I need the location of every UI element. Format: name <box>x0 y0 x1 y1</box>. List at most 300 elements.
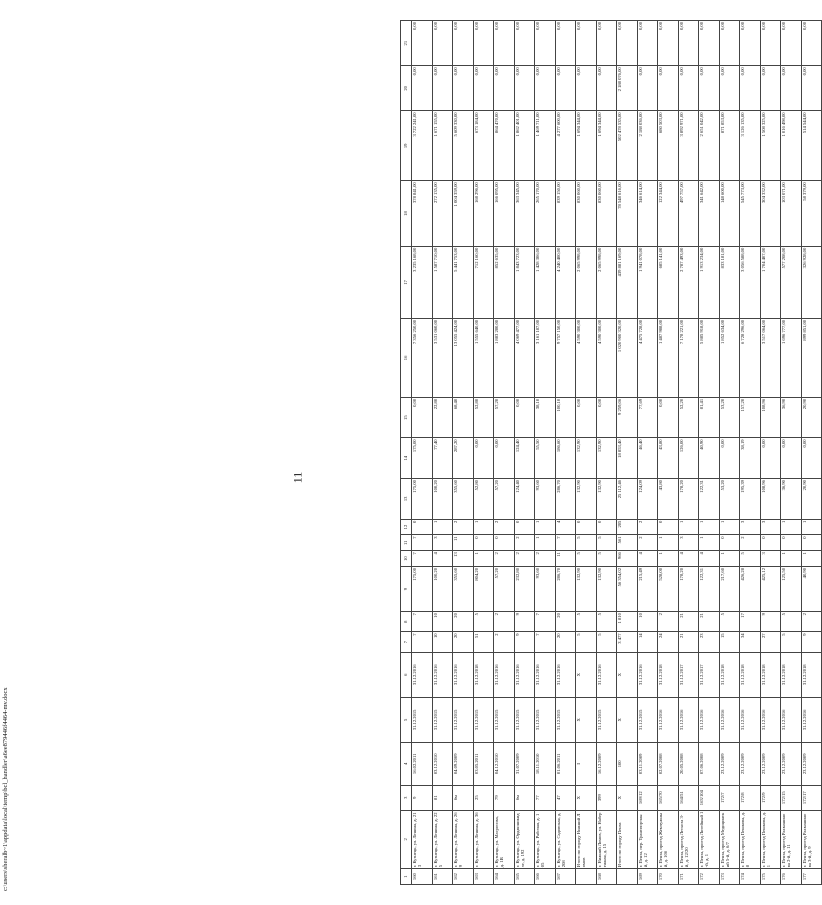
table-cell: 178,20 <box>678 479 699 520</box>
table-cell: 58 379,00 <box>801 181 822 246</box>
table-cell: 34 <box>740 632 761 652</box>
table-cell: 7 <box>555 535 576 551</box>
table-cell: 2 065 998,00 <box>596 246 617 318</box>
table-cell: 93,60 <box>535 479 556 520</box>
table-cell: 13 055 424,00 <box>453 318 474 397</box>
table-cell: 40,90 <box>801 566 822 611</box>
table-cell: 31.12.2016 <box>719 697 740 742</box>
table-cell: 1 <box>781 519 802 535</box>
table-cell: 31.12.2018 <box>658 652 679 697</box>
table-cell: 3 056 588,00 <box>740 246 761 318</box>
table-cell: 2 <box>494 612 515 632</box>
table-cell: 502 478 535,00 <box>617 111 638 181</box>
table-cell: 4 <box>699 551 720 567</box>
table-cell: 5 <box>576 551 597 567</box>
table-cell: 0,00 <box>719 66 740 111</box>
table-cell: 0 <box>596 519 617 535</box>
table-cell: 165 <box>514 869 535 885</box>
table-cell: 5 <box>781 612 802 632</box>
table-cell: 43,80 <box>658 438 679 479</box>
table-cell: г. Кузнецк, ул. Матросова, д. 1В <box>494 810 515 869</box>
table-cell: 20 <box>555 632 576 652</box>
column-header: 1 <box>401 869 412 885</box>
table-cell: 52,80 <box>473 397 494 438</box>
table-cell: 7 <box>535 612 556 632</box>
table-cell: 132,90 <box>596 479 617 520</box>
table-cell: 163 <box>473 869 494 885</box>
table-cell: г. Пенза, проезд Медицинский 5-й, д. 6/7 <box>719 810 740 869</box>
table-cell: 165/70 <box>658 785 679 810</box>
table-cell: 31.12.2018 <box>801 652 822 697</box>
table-cell: 168 296,00 <box>473 181 494 246</box>
table-cell: 124,40 <box>514 479 535 520</box>
table-row <box>453 21 474 885</box>
table-cell: 7 356 250,00 <box>412 318 433 397</box>
table-cell: 966 <box>617 551 638 567</box>
table-cell: 0,00 <box>740 66 761 111</box>
table-cell: 18.11.2010 <box>535 742 556 785</box>
table-cell: 176 <box>781 869 802 885</box>
table-cell: 0,00 <box>781 438 802 479</box>
table-cell: X <box>617 697 638 742</box>
table-cell: 2 651 042,00 <box>699 111 720 181</box>
table-cell: 528,00 <box>658 566 679 611</box>
table-cell: 31.12.2015 <box>494 697 515 742</box>
table-cell: 47 <box>555 785 576 810</box>
table-cell: 1 <box>535 519 556 535</box>
table-cell: 1 <box>801 551 822 567</box>
table-cell: 13 <box>453 551 474 567</box>
table-cell: 6м <box>514 785 535 810</box>
table-cell: 03.05.2011 <box>473 742 494 785</box>
table-cell: 162 <box>453 869 474 885</box>
table-cell: 10 <box>432 612 453 632</box>
column-header: 18 <box>401 181 412 246</box>
table-cell: 31.12.2016 <box>781 697 802 742</box>
table-cell: 355,60 <box>453 479 474 520</box>
table-cell: X <box>576 785 597 810</box>
table-cell: 0,00 <box>596 21 617 66</box>
page-number: 11 <box>290 471 305 484</box>
table-cell: 15 <box>719 632 740 652</box>
table-cell: 23.12.2009 <box>740 742 761 785</box>
table-cell: 31.12.2016 <box>412 652 433 697</box>
table-cell: 16.02.2011 <box>412 742 433 785</box>
table-cell: 0,00 <box>555 66 576 111</box>
table-cell: 5 441 753,00 <box>453 246 474 318</box>
table-row <box>514 21 535 885</box>
table-cell: 0,00 <box>535 21 556 66</box>
table-cell: 9 757 150,00 <box>555 318 576 397</box>
table-cell: 23.12.2009 <box>801 742 822 785</box>
table-cell: 4 475 728,00 <box>637 318 658 397</box>
table-cell: 0,00 <box>596 66 617 111</box>
table-cell: 1 <box>658 551 679 567</box>
table-cell: 23.12.2009 <box>760 742 781 785</box>
table-cell: 108,96 <box>760 397 781 438</box>
table-cell: 17 <box>740 612 761 632</box>
table-cell: 425,12 <box>760 566 781 611</box>
table-row <box>432 21 453 885</box>
table-cell: 5 <box>740 551 761 567</box>
table-cell: 0,00 <box>719 21 740 66</box>
table-cell: 2 <box>658 612 679 632</box>
table-row <box>801 21 822 885</box>
table-cell: 170 <box>658 869 679 885</box>
table-row <box>719 21 740 885</box>
table-cell: г. Кузнецк, ул. Ленина, д. 225 <box>432 810 453 869</box>
table-cell: 31.12.2016 <box>535 652 556 697</box>
column-header: 20 <box>401 66 412 111</box>
table-row <box>699 21 720 885</box>
column-header: 17 <box>401 246 412 318</box>
table-row <box>412 21 433 885</box>
table-cell: 0,00 <box>432 66 453 111</box>
table-cell: 07.06.2008 <box>699 742 720 785</box>
table-cell: 2 <box>535 551 556 567</box>
table-cell: 172/8 <box>740 785 761 810</box>
table-cell: 0,00 <box>494 66 515 111</box>
table-cell: 2 <box>494 632 515 652</box>
table-cell: 0 <box>719 535 740 551</box>
table-row <box>535 21 556 885</box>
table-cell: 77,69 <box>637 397 658 438</box>
table-cell: 0,00 <box>576 397 597 438</box>
table-cell: 46,40 <box>637 438 658 479</box>
table-cell: 2 188 036,00 <box>637 111 658 181</box>
table-cell: 7 <box>535 632 556 652</box>
table-cell: 0,00 <box>760 438 781 479</box>
table-cell: 31.12.2015 <box>637 697 658 742</box>
table-cell: 1 883 280,00 <box>494 318 515 397</box>
table-cell: 5 <box>719 612 740 632</box>
table-cell: 830 060,00 <box>576 181 597 246</box>
table-cell: 4 <box>637 551 658 567</box>
table-cell: 31.12.2016 <box>740 697 761 742</box>
table-cell: 169 <box>637 869 658 885</box>
table-cell: 9 <box>801 632 822 652</box>
table-cell: 31.12.2016 <box>699 697 720 742</box>
table-cell: 0,00 <box>617 21 638 66</box>
table-cell: 103 071,00 <box>781 181 802 246</box>
table-cell: 5 <box>596 551 617 567</box>
table-cell: 852 635,00 <box>494 246 515 318</box>
table-cell: 899 851,00 <box>801 318 822 397</box>
table-cell: 14 <box>637 632 658 652</box>
table-cell: 1 555 640,00 <box>473 318 494 397</box>
table-row <box>473 21 494 885</box>
table-cell: 0,00 <box>658 21 679 66</box>
table-cell: г. Кузнецк, ул. Орджоникидзе, д. 192 <box>514 810 535 869</box>
table-cell: 53,20 <box>719 479 740 520</box>
table-cell: 0,00 <box>658 397 679 438</box>
table-cell: 0,00 <box>740 21 761 66</box>
table-cell: 0 <box>494 535 515 551</box>
table-cell: 685 141,00 <box>658 246 679 318</box>
table-cell: г. Пенза, проезд Рахманинова 2-й, д. 11 <box>781 810 802 869</box>
table-cell: 286,70 <box>555 566 576 611</box>
table-cell: 20,90 <box>801 397 822 438</box>
table-cell: 0,00 <box>514 397 535 438</box>
table-cell: 286,70 <box>555 479 576 520</box>
table-cell: 53,20 <box>719 397 740 438</box>
table-cell <box>576 869 597 885</box>
table-row <box>760 21 781 885</box>
table-cell: 0,00 <box>637 21 658 66</box>
table-cell: 04.12.2010 <box>494 742 515 785</box>
table-cell: 20,90 <box>801 479 822 520</box>
table-cell: 77,40 <box>432 438 453 479</box>
table-cell: 3 235 168,00 <box>412 246 433 318</box>
table-row <box>596 21 617 885</box>
table-cell: 18 853,40 <box>617 438 638 479</box>
table-cell: 839 150,00 <box>555 181 576 246</box>
table-cell: 100 <box>617 742 638 785</box>
table-cell: 124,40 <box>514 438 535 479</box>
table-cell: 24 <box>658 632 679 652</box>
table-cell: 871 853,00 <box>719 111 740 181</box>
table-cell: 122,31 <box>699 479 720 520</box>
table-cell: 0,00 <box>473 21 494 66</box>
table-cell: 0 <box>760 535 781 551</box>
table-cell: 4 240 400,00 <box>555 246 576 318</box>
table-cell: 833 181,00 <box>719 246 740 318</box>
table-cell: 166 <box>535 869 556 885</box>
table-cell: 171 <box>678 869 699 885</box>
table-cell: 2 <box>494 519 515 535</box>
table-row <box>637 21 658 885</box>
table-cell: 2 <box>637 535 658 551</box>
column-header: 21 <box>401 21 412 66</box>
table-cell: 10 <box>432 632 453 652</box>
table-cell: 31.12.2015 <box>535 697 556 742</box>
table-cell: 3 <box>678 535 699 551</box>
table-cell: 172/7 <box>719 785 740 810</box>
table-cell: 21 <box>678 632 699 652</box>
table-cell: 5 <box>596 535 617 551</box>
table-cell: 43,80 <box>658 479 679 520</box>
table-cell: 4 <box>432 551 453 567</box>
table-cell: 3 722 241,00 <box>412 111 433 181</box>
table-cell: Итого по городу Пенза <box>617 810 638 869</box>
table-cell: 11 <box>555 551 576 567</box>
table-cell: 31.12.2016 <box>453 652 474 697</box>
table-cell: 6 728 296,00 <box>740 318 761 397</box>
table-cell: 16.12.2009 <box>596 742 617 785</box>
table-cell: 439 881 169,00 <box>617 246 638 318</box>
table-cell: 0,00 <box>473 438 494 479</box>
table-cell: 3 126 135,00 <box>740 111 761 181</box>
table-cell: 166 095,00 <box>494 181 515 246</box>
table-cell: 5 <box>473 612 494 632</box>
table-cell: 0,00 <box>412 66 433 111</box>
table-cell: 175,00 <box>412 479 433 520</box>
table-cell: 25 <box>473 785 494 810</box>
column-header: 13 <box>401 479 412 520</box>
table-cell: 57,20 <box>494 479 515 520</box>
table-cell: 21 <box>678 612 699 632</box>
table-row <box>781 21 802 885</box>
table-cell: 31.12.2015 <box>453 697 474 742</box>
table-cell: 126,00 <box>678 438 699 479</box>
table-cell: г. Пенза, проезд Литейный 1-й, д. 1 <box>699 810 720 869</box>
table-cell: 205 <box>617 519 638 535</box>
table-cell: 23.12.2009 <box>781 742 802 785</box>
column-header: 10 <box>401 551 412 567</box>
table-cell: 20 <box>555 612 576 632</box>
table-cell: 1 587 710,00 <box>432 246 453 318</box>
table-cell: 1 <box>473 519 494 535</box>
table-cell: 31.12.2016 <box>760 697 781 742</box>
table-cell: 1 <box>432 519 453 535</box>
table-cell: 31.12.2016 <box>514 652 535 697</box>
table-cell: 1 469 711,00 <box>535 111 556 181</box>
table-cell: 0,00 <box>637 66 658 111</box>
table-cell: 6м <box>453 785 474 810</box>
table-cell: 1 <box>473 551 494 567</box>
table-cell: 545 773,00 <box>740 181 761 246</box>
table-cell: 1 <box>658 535 679 551</box>
table-cell: 2 <box>453 519 474 535</box>
table-cell: Итого по городу Нижний Ломов <box>576 810 597 869</box>
table-cell: 0,00 <box>596 397 617 438</box>
table-cell: 173 <box>719 869 740 885</box>
table-cell: 215,49 <box>637 566 658 611</box>
table-cell: X <box>576 652 597 697</box>
table-cell: 31.12.2018 <box>740 652 761 697</box>
table-cell: 1 <box>699 519 720 535</box>
table-cell: 1 <box>801 519 822 535</box>
table-cell: 0,00 <box>514 21 535 66</box>
table-cell: 100,20 <box>432 566 453 611</box>
table-cell: 0,00 <box>760 66 781 111</box>
table-cell: 217,60 <box>719 566 740 611</box>
table-cell: 0 <box>514 519 535 535</box>
table-cell: 9 <box>760 612 781 632</box>
table-cell: г. Пенза, проезд Жемчужный, д. 10б <box>658 810 679 869</box>
table-cell: г. Кузнецк, ул. Рабочая, д. 105 <box>535 810 556 869</box>
column-header: 8 <box>401 612 412 632</box>
table-cell: 4 590 300,00 <box>596 318 617 397</box>
table-cell: г. Пенза, проезд Лесхоза 3-й, д. 12/20 <box>678 810 699 869</box>
table-cell: 1 487 988,00 <box>658 318 679 397</box>
table-cell: 804,20 <box>473 566 494 611</box>
header-row <box>401 21 412 885</box>
column-header: 7 <box>401 632 412 652</box>
table-cell: 7 178 221,00 <box>678 318 699 397</box>
table-cell: 3 <box>760 519 781 535</box>
table-cell: 0,00 <box>801 438 822 479</box>
table-cell: 56 354,02 <box>617 566 638 611</box>
table-cell: 1 843 723,00 <box>514 246 535 318</box>
table-cell: 1 <box>699 535 720 551</box>
table-cell: 0,00 <box>412 397 433 438</box>
table-cell: 31.12.2015 <box>555 697 576 742</box>
table-cell: 10 <box>637 612 658 632</box>
table-cell: 11 <box>453 535 474 551</box>
table-cell: 157,20 <box>740 397 761 438</box>
table-cell: 5 <box>596 632 617 652</box>
table-cell: 7 <box>412 632 433 652</box>
table-cell: 0 <box>781 535 802 551</box>
table-cell: 52,80 <box>473 479 494 520</box>
table-cell: 31.12.2018 <box>760 652 781 697</box>
table-cell: 514 544,00 <box>801 111 822 181</box>
table-cell: 2 <box>801 612 822 632</box>
table-cell: 174 <box>740 869 761 885</box>
table-cell: 31.12.2016 <box>658 697 679 742</box>
table-cell: 497 757,00 <box>678 181 699 246</box>
table-cell: 4 590 300,00 <box>576 318 597 397</box>
table-cell: 57,20 <box>494 397 515 438</box>
table-cell: 31.12.2015 <box>473 697 494 742</box>
table-cell: 01.06.2011 <box>555 742 576 785</box>
table-cell: 2 <box>494 551 515 567</box>
table-cell: 31.12.2016 <box>637 652 658 697</box>
table-cell: 0,00 <box>699 66 720 111</box>
table-cell: 5 885 918,00 <box>699 318 720 397</box>
table-cell: 68,40 <box>453 397 474 438</box>
table-cell: 265 170,00 <box>535 181 556 246</box>
column-header: 15 <box>401 397 412 438</box>
table-cell: 51 <box>473 632 494 652</box>
table-cell: 132,90 <box>596 566 617 611</box>
table-cell: 22,80 <box>432 397 453 438</box>
table-cell: 426,28 <box>740 566 761 611</box>
table-cell: 1 810 <box>617 612 638 632</box>
table-cell: 304 332,00 <box>760 181 781 246</box>
table-cell: 23 <box>699 632 720 652</box>
table-cell: 1 696 777,00 <box>781 318 802 397</box>
table-row <box>658 21 679 885</box>
table-cell: X <box>617 652 638 697</box>
column-header: 5 <box>401 697 412 742</box>
table-cell: 3 <box>432 535 453 551</box>
table-cell: 326 928,00 <box>801 246 822 318</box>
table-cell: 712 160,00 <box>473 246 494 318</box>
table-cell: 3 517 064,00 <box>760 318 781 397</box>
table-cell: 175,00 <box>412 438 433 479</box>
table-cell: 57,20 <box>494 566 515 611</box>
table-cell: 5 <box>596 612 617 632</box>
table-cell: 31.12.2016 <box>678 697 699 742</box>
table-cell: 5 <box>576 535 597 551</box>
table-cell: 0,00 <box>760 21 781 66</box>
table-cell: 0 <box>801 535 822 551</box>
column-header: 6 <box>401 652 412 697</box>
table-cell: 175,00 <box>412 566 433 611</box>
column-header: 11 <box>401 535 412 551</box>
table-cell: 1 <box>719 551 740 567</box>
table-row <box>494 21 515 885</box>
table-cell: 31.12.2015 <box>514 697 535 742</box>
table-cell: 7 <box>412 551 433 567</box>
table-cell: 1 694 344,00 <box>576 111 597 181</box>
table-cell: X <box>617 785 638 810</box>
table-cell: 3 477 <box>617 632 638 652</box>
table-cell: 1 <box>719 519 740 535</box>
table-cell: 830 060,00 <box>596 181 617 246</box>
table-cell: 31.12.2016 <box>494 652 515 697</box>
table-cell: 1 862 401,00 <box>514 111 535 181</box>
table-cell: 38,10 <box>535 397 556 438</box>
table-cell: 4 <box>555 519 576 535</box>
table-cell: 52,20 <box>678 397 699 438</box>
table-cell: 03.11.2009 <box>637 742 658 785</box>
table-cell: 31.12.2017 <box>699 652 720 697</box>
table-cell: 4 <box>678 551 699 567</box>
table-cell: 1 <box>678 519 699 535</box>
